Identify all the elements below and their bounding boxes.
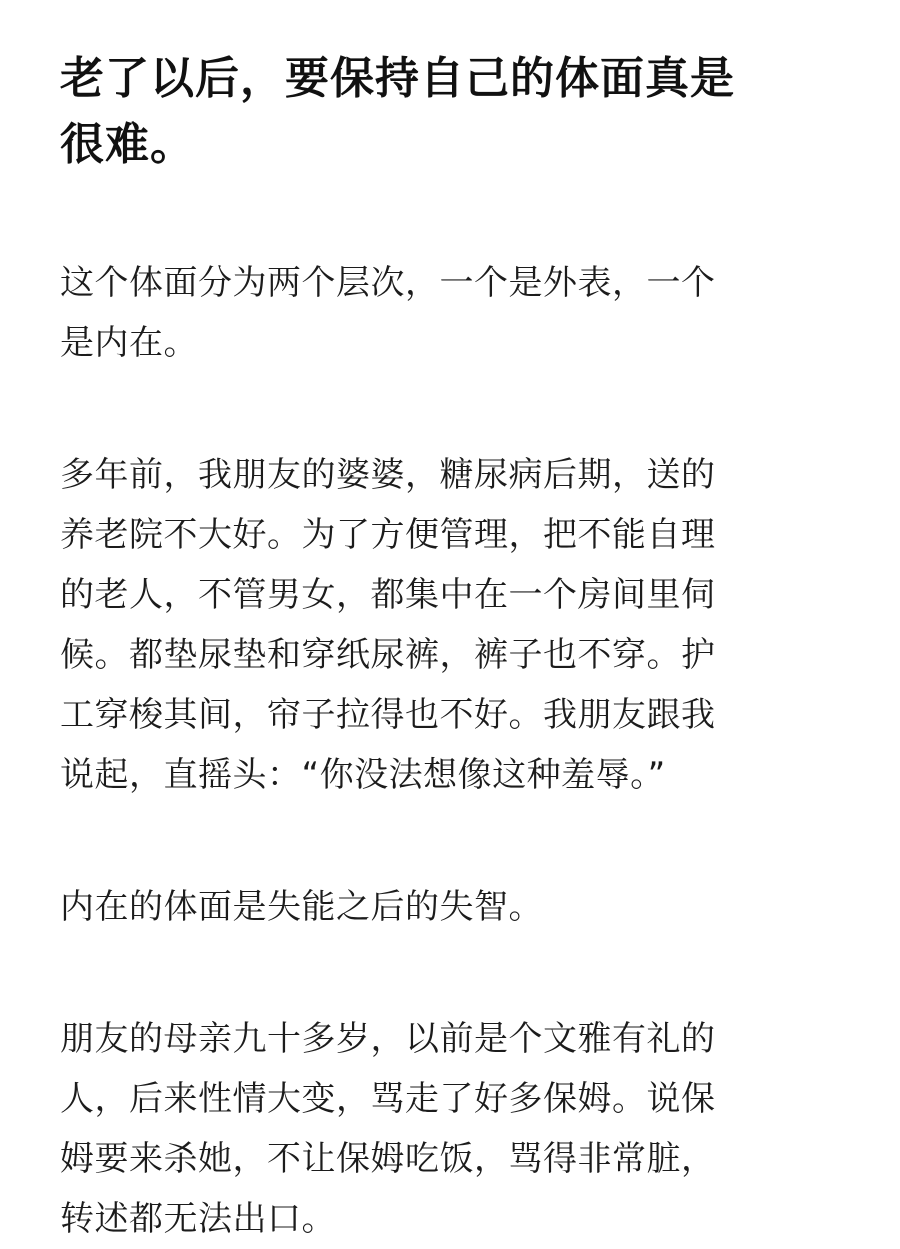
article [60, 46, 850, 1249]
paragraph [60, 253, 850, 373]
paragraph-line: 说起，直摇头：“你没法想像这种羞辱。” [60, 755, 666, 795]
paragraph-line: 是内在。 [60, 323, 198, 363]
paragraph-line: 姆要来杀她，不让保姆吃饭，骂得非常脏， [60, 1139, 716, 1179]
title-line: 很难。 [60, 119, 195, 170]
paragraph-line: 转述都无法出口。 [60, 1199, 336, 1239]
paragraph [60, 445, 850, 805]
paragraph-line: 人，后来性情大变，骂走了好多保姆。说保 [60, 1079, 716, 1119]
paragraph-line: 工穿梭其间，帘子拉得也不好。我朋友跟我 [60, 695, 716, 735]
paragraph [60, 877, 850, 937]
paragraph-line: 的老人，不管男女，都集中在一个房间里伺 [60, 575, 716, 615]
paragraph-line: 朋友的母亲九十多岁，以前是个文雅有礼的 [60, 1019, 716, 1059]
title-line: 老了以后，要保持自己的体面真是 [60, 53, 735, 104]
paragraph [60, 1009, 850, 1249]
paragraph-line: 养老院不大好。为了方便管理，把不能自理 [60, 515, 716, 555]
paragraph-line: 候。都垫尿垫和穿纸尿裤，裤子也不穿。护 [60, 635, 716, 675]
paragraph-line: 这个体面分为两个层次，一个是外表，一个 [60, 263, 716, 303]
paragraph-line: 内在的体面是失能之后的失智。 [60, 887, 543, 927]
paragraph-line: 多年前，我朋友的婆婆，糖尿病后期，送的 [60, 455, 716, 495]
article-title [60, 46, 850, 178]
